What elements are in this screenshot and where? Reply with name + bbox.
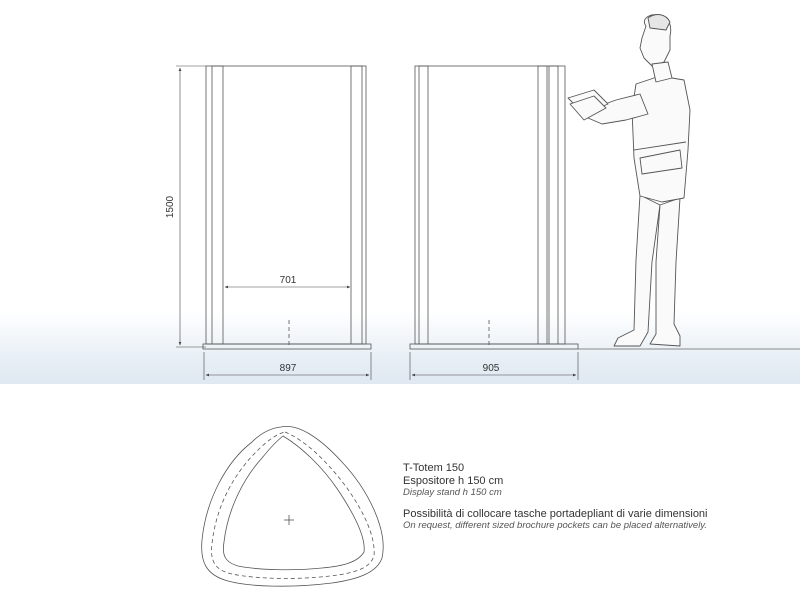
front-view	[203, 66, 371, 349]
front-base-label: 897	[279, 363, 297, 374]
product-title-it: Espositore h 150 cm	[403, 474, 504, 487]
inner-width-label: 701	[279, 275, 297, 286]
front-left-post	[212, 66, 223, 344]
top-view	[202, 426, 384, 586]
height-label: 1500	[165, 195, 176, 219]
side-right-post-2	[549, 66, 558, 344]
product-title-en: Display stand h 150 cm	[403, 487, 502, 498]
side-right-post-1	[538, 66, 547, 344]
product-note-it: Possibilità di collocare tasche portadepliant di varie dimensioni	[403, 507, 708, 520]
front-right-post	[351, 66, 362, 344]
product-note-en: On request, different sized brochure pockets can be placed alternatively.	[403, 520, 707, 531]
side-frame	[415, 66, 565, 344]
base-outline-outer	[202, 426, 384, 586]
person-figure-illustration	[568, 15, 690, 346]
front-frame	[206, 66, 366, 344]
product-caption	[403, 462, 783, 533]
side-base	[410, 344, 578, 349]
side-base-label: 905	[482, 363, 500, 374]
side-view	[410, 66, 578, 349]
product-name: T-Totem 150	[403, 462, 465, 474]
front-base	[203, 344, 371, 349]
base-outline-dashed	[212, 432, 375, 578]
base-outline-inner	[223, 436, 364, 570]
side-left-post	[419, 66, 428, 344]
height-dimension	[176, 66, 206, 347]
